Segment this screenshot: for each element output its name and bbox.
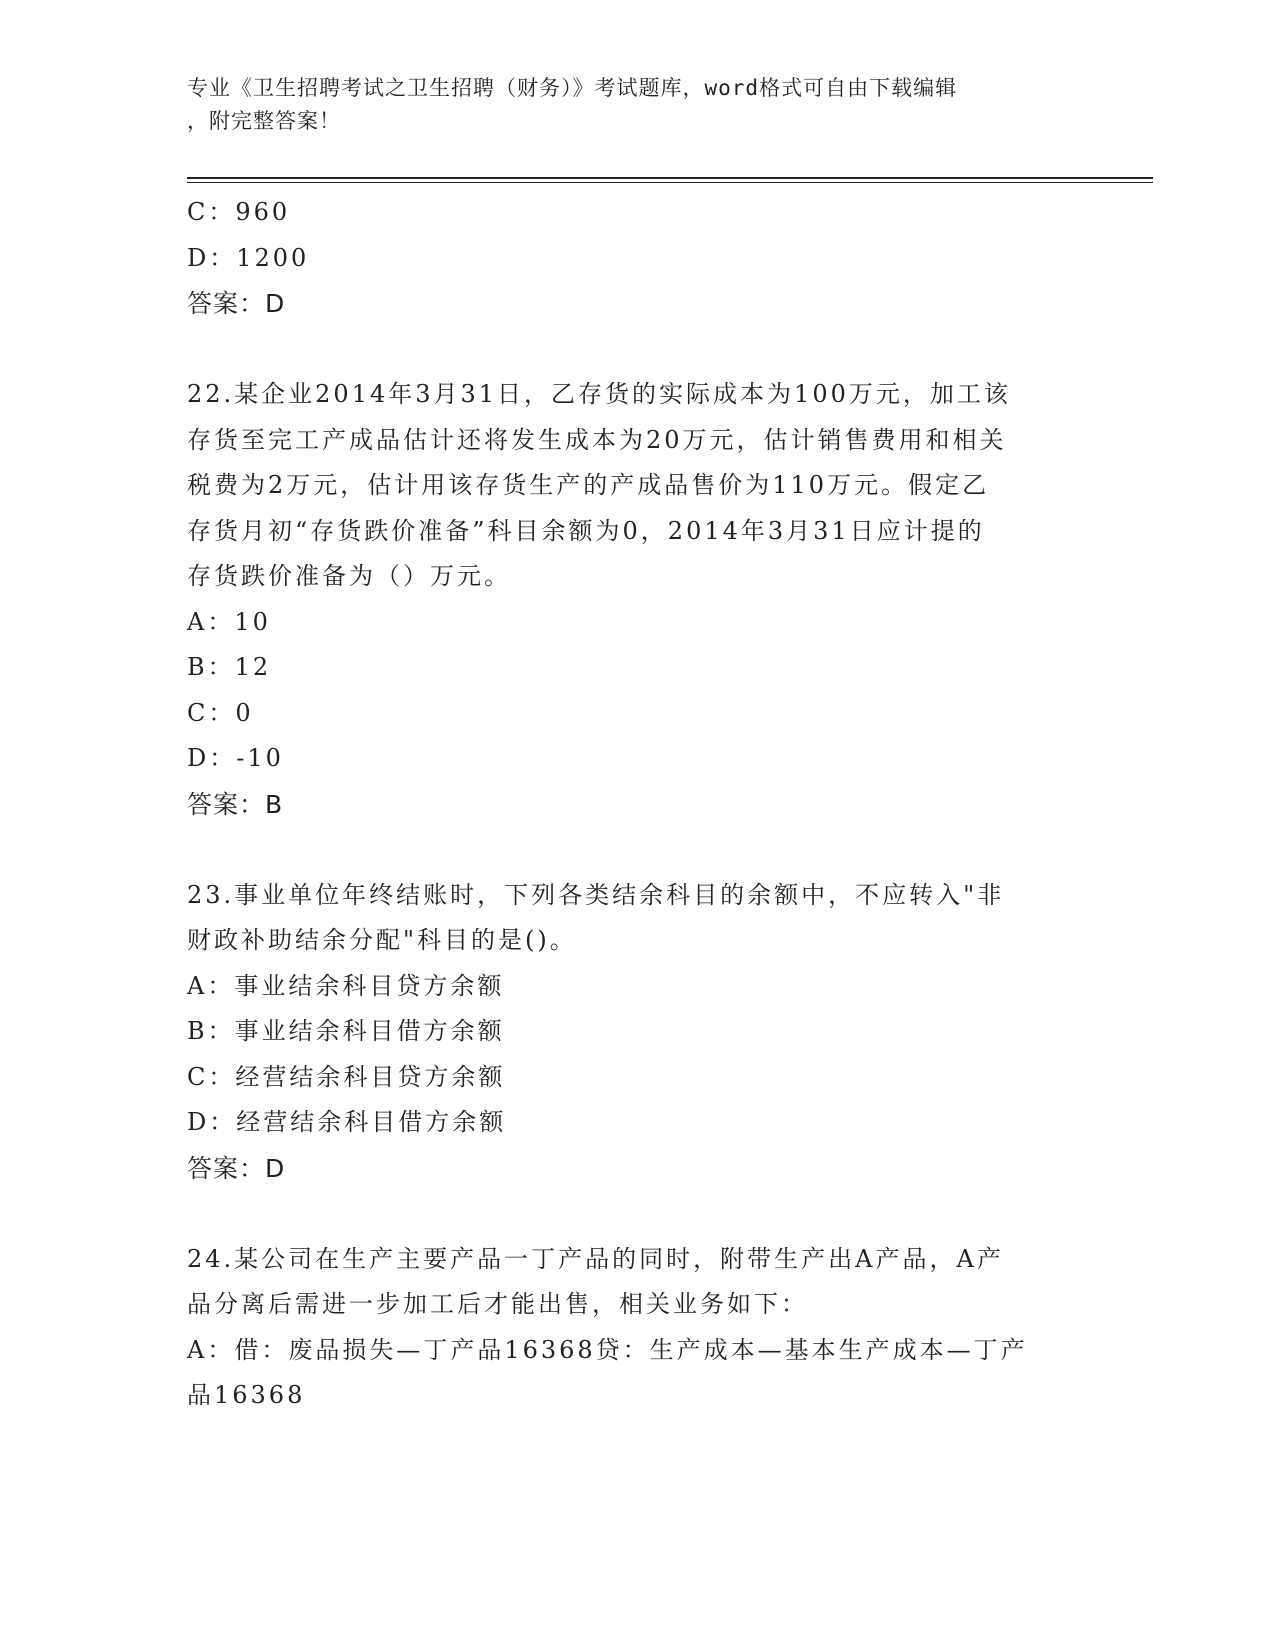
option-b: B：12 bbox=[187, 653, 272, 681]
question-text-line: 品分离后需进一步加工后才能出售，相关业务如下： bbox=[187, 1290, 808, 1318]
header-line-2: ，附完整答案！ bbox=[187, 109, 341, 133]
question-text-line: 存货至完工产成品估计还将发生成本为20万元，估计销售费用和相关 bbox=[187, 425, 1007, 454]
answer-line: 答案：D bbox=[187, 289, 286, 318]
header-line-1: 专业《卫生招聘考试之卫生招聘（财务）》考试题库，word格式可自由下载编辑 bbox=[187, 76, 958, 100]
option-d: D：1200 bbox=[187, 243, 310, 272]
option-b: B：事业结余科目借方余额 bbox=[187, 1017, 505, 1045]
option-c: C：960 bbox=[187, 198, 291, 226]
option-a: A：10 bbox=[187, 607, 271, 636]
answer-line: 答案：B bbox=[187, 789, 284, 819]
question-text-line: 存货月初“存货跌价准备”科目余额为0，2014年3月31日应计提的 bbox=[187, 516, 985, 545]
document-header bbox=[187, 72, 1087, 138]
question-text-line: 税费为2万元，估计用该存货生产的产成品售价为110万元。假定乙 bbox=[187, 471, 990, 499]
answer-line: 答案：D bbox=[187, 1153, 286, 1183]
question-text-line: 财政补助结余分配"科目的是()。 bbox=[187, 926, 577, 954]
question-text-line: 存货跌价准备为（）万元。 bbox=[187, 562, 511, 590]
spacer bbox=[187, 327, 1087, 373]
spacer bbox=[187, 1191, 1087, 1237]
question-text-line: 22.某企业2014年3月31日，乙存货的实际成本为100万元，加工该 bbox=[187, 380, 1011, 408]
question-23 bbox=[187, 873, 1087, 1192]
header-divider-thin bbox=[187, 182, 1153, 183]
question-22 bbox=[187, 372, 1087, 827]
question-text-line: 23.事业单位年终结账时，下列各类结余科目的余额中，不应转入"非 bbox=[187, 880, 1005, 909]
question-list bbox=[187, 190, 1087, 1419]
option-c: C：0 bbox=[187, 698, 254, 727]
question-24 bbox=[187, 1237, 1087, 1419]
option-a-continued: 品16368 bbox=[187, 1381, 306, 1409]
option-d: D：经营结余科目借方余额 bbox=[187, 1108, 507, 1136]
option-d: D：-10 bbox=[187, 744, 284, 772]
option-a: A：事业结余科目贷方余额 bbox=[187, 971, 505, 1000]
spacer bbox=[187, 827, 1087, 873]
question-21-tail bbox=[187, 190, 1087, 327]
question-text-line: 24.某公司在生产主要产品一丁产品的同时，附带生产出A产品，A产 bbox=[187, 1244, 1004, 1273]
option-a: A：借：废品损失—丁产品16368贷：生产成本—基本生产成本—丁产 bbox=[187, 1335, 1028, 1364]
option-c: C：经营结余科目贷方余额 bbox=[187, 1062, 506, 1091]
header-divider-thick bbox=[187, 177, 1153, 179]
